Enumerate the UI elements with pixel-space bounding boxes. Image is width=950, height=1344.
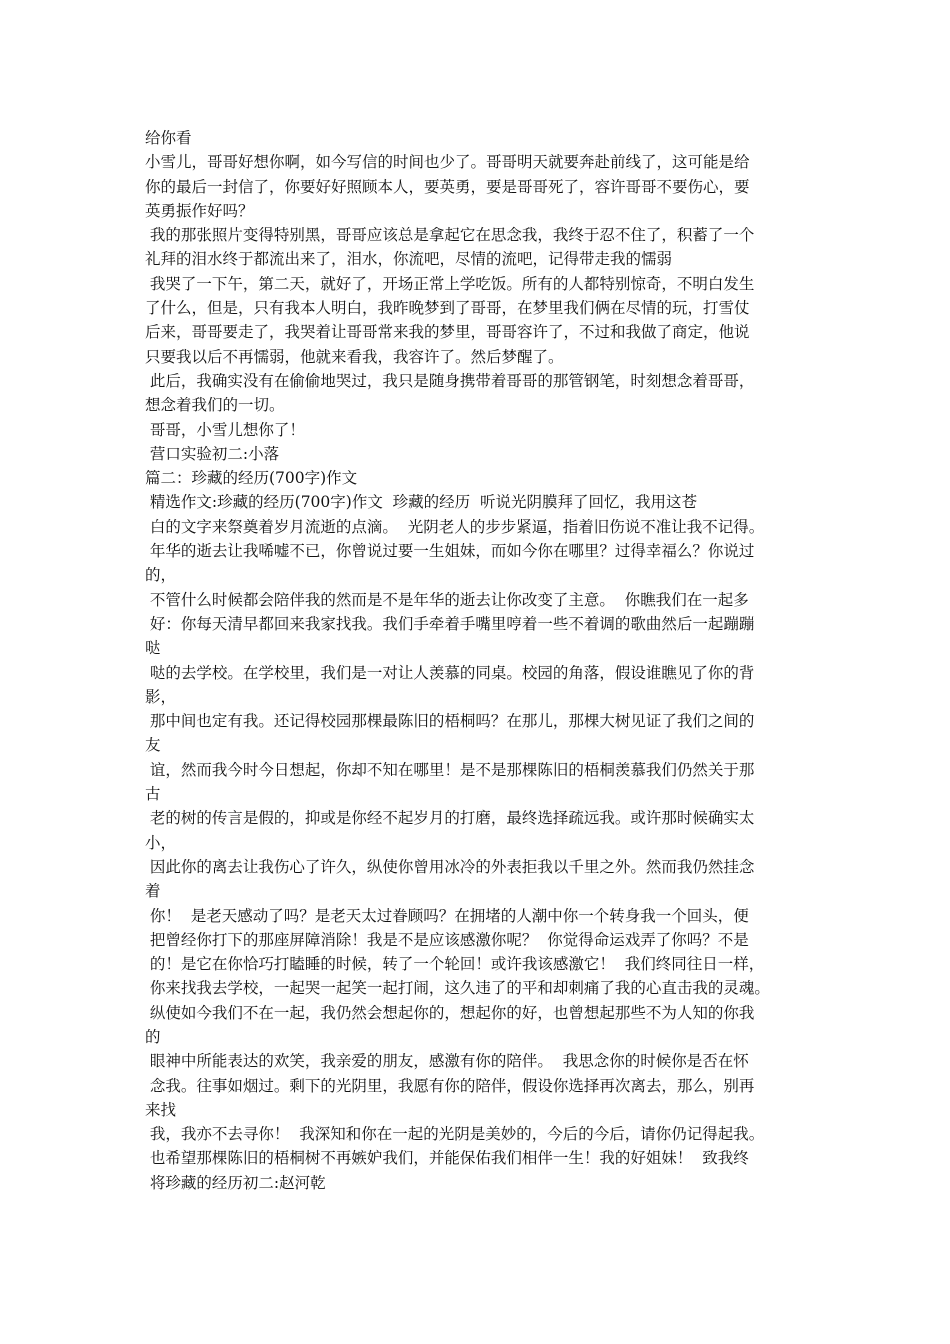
text-line: 的！是它在你恰巧打瞌睡的时候，转了一个轮回！或许我该感激它！ 我们终同往日一样， bbox=[145, 955, 765, 974]
text-line: 了什么，但是，只有我本人明白，我昨晚梦到了哥哥，在梦里我们俩在尽情的玩，打雪仗 bbox=[145, 299, 750, 318]
text-line: 来找 bbox=[145, 1100, 177, 1119]
text-line: 想念着我们的一切。 bbox=[145, 396, 285, 415]
text-line: 影， bbox=[145, 687, 177, 706]
text-line: 那中间也定有我。还记得校园那棵最陈旧的梧桐吗？在那儿，那棵大树见证了我们之间的 bbox=[145, 712, 755, 731]
text-line: 礼拜的泪水终于都流出来了，泪水，你流吧，尽情的流吧，记得带走我的懦弱 bbox=[145, 250, 673, 269]
text-line: 此后，我确实没有在偷偷地哭过，我只是随身携带着哥哥的那管钢笔，时刻想念着哥哥， bbox=[145, 371, 755, 390]
text-line: 白的文字来祭奠着岁月流逝的点滴。 光阴老人的步步紧逼，指着旧伤说不准让我不记得。 bbox=[145, 517, 765, 536]
text-line: 因此你的离去让我伤心了许久，纵使你曾用冰冷的外表拒我以千里之外。然而我仍然挂念 bbox=[145, 857, 755, 876]
text-line: 你的最后一封信了，你要好好照顾本人，要英勇，要是哥哥死了，容许哥哥不要伤心，要 bbox=[145, 177, 750, 196]
text-line: 只要我以后不再懦弱，他就来看我，我容许了。然后梦醒了。 bbox=[145, 347, 564, 366]
text-line: 眼神中所能表达的欢笑，我亲爱的朋友，感激有你的陪伴。 我思念你的时候你是否在怀 bbox=[145, 1052, 749, 1071]
text-line: 友 bbox=[145, 736, 161, 755]
text-line: 你来找我去学校，一起哭一起笑一起打闹，这久违了的平和却刺痛了我的心直击我的灵魂。 bbox=[145, 979, 770, 998]
text-line: 我，我亦不去寻你！ 我深知和你在一起的光阴是美妙的，今后的今后，请你仍记得起我。 bbox=[145, 1125, 765, 1144]
text-line: 我哭了一下午，第二天，就好了，开场正常上学吃饭。所有的人都特别惊奇，不明白发生 bbox=[145, 274, 755, 293]
text-line: 英勇振作好吗？ bbox=[145, 201, 254, 220]
text-line: 哥哥，小雪儿想你了！ bbox=[145, 420, 305, 439]
text-line: 把曾经你打下的那座屏障消除！我是不是应该感激你呢？ 你觉得命运戏弄了你吗？不是 bbox=[145, 930, 749, 949]
text-line: 着 bbox=[145, 882, 161, 901]
text-line: 后来，哥哥要走了，我哭着让哥哥常来我的梦里，哥哥容许了，不过和我做了商定，他说 bbox=[145, 323, 750, 342]
text-line: 念我。往事如烟过。剩下的光阴里，我愿有你的陪伴，假设你选择再次离去，那么，别再 bbox=[145, 1076, 755, 1095]
text-line: 年华的逝去让我唏嘘不已，你曾说过要一生姐妹，而如今你在哪里？过得幸福么？你说过 bbox=[145, 542, 755, 561]
text-line: 我的那张照片变得特别黑，哥哥应该总是拿起它在思念我，我终于忍不住了，积蓄了一个 bbox=[145, 226, 755, 245]
text-line: 将珍藏的经历初二:赵河乾 bbox=[145, 1173, 326, 1192]
text-line: 小， bbox=[145, 833, 177, 852]
text-line: 营口实验初二:小落 bbox=[145, 444, 280, 463]
text-line: 你！ 是老天感动了吗？是老天太过眷顾吗？在拥堵的人潮中你一个转身我一个回头，便 bbox=[145, 906, 749, 925]
text-line: 给你看 bbox=[145, 129, 192, 147]
document-body bbox=[145, 126, 810, 1195]
text-line: 老的树的传言是假的，抑或是你经不起岁月的打磨，最终选择疏远我。或许那时候确实太 bbox=[145, 809, 755, 828]
text-line: 好：你每天清早都回来我家找我。我们手牵着手嘴里哼着一些不着调的歌曲然后一起蹦蹦 bbox=[145, 614, 755, 633]
text-line: 哒 bbox=[145, 639, 161, 658]
text-line: 古 bbox=[145, 785, 161, 804]
text-line: 纵使如今我们不在一起，我仍然会想起你的，想起你的好，也曾想起那些不为人知的你我 bbox=[145, 1003, 755, 1022]
text-line: 哒的去学校。在学校里，我们是一对让人羡慕的同桌。校园的角落，假设谁瞧见了你的背 bbox=[145, 663, 755, 682]
text-line: 也希望那棵陈旧的梧桐树不再嫉妒我们，并能保佑我们相伴一生！我的好姐妹！ 致我终 bbox=[145, 1149, 749, 1168]
text-line: 精选作文:珍藏的经历(700字)作文 珍藏的经历 听说光阴膜拜了回忆，我用这苍 bbox=[145, 493, 698, 512]
text-line: 不管什么时候都会陪伴我的然而是不是年华的逝去让你改变了主意。 你瞧我们在一起多 bbox=[145, 590, 749, 609]
text-line: 篇二：珍藏的经历(700字)作文 bbox=[145, 469, 358, 488]
text-line: 的 bbox=[145, 1027, 161, 1046]
text-line: 的， bbox=[145, 566, 177, 585]
text-line: 小雪儿，哥哥好想你啊，如今写信的时间也少了。哥哥明天就要奔赴前线了，这可能是给 bbox=[145, 153, 750, 172]
text-line: 谊，然而我今时今日想起，你却不知在哪里！是不是那棵陈旧的梧桐羡慕我们仍然关于那 bbox=[145, 760, 755, 779]
